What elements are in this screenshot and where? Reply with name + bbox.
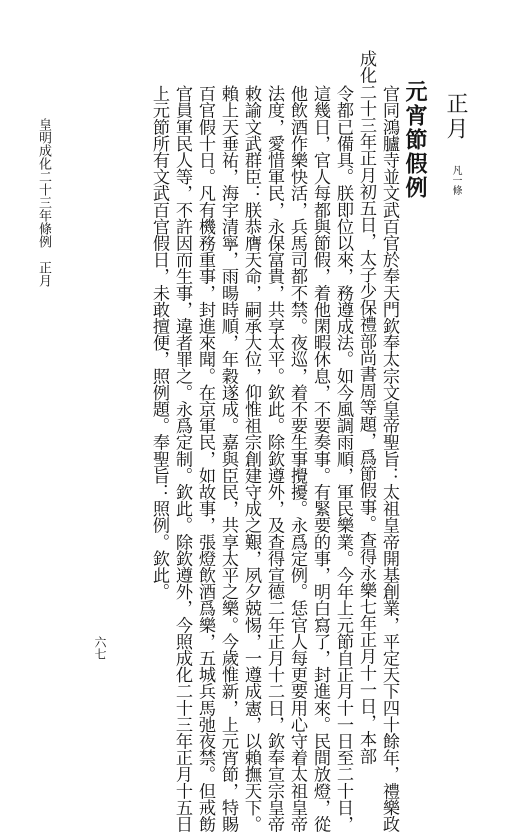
body-column-5: 他飲酒作樂快活，兵馬司都不禁。夜巡，着不要生事攪擾。永爲定例。恁官人每更要用心守着太祖皇帝 [287,85,307,832]
body-column-7: 敕諭文武群臣：朕恭膺天命，嗣承大位，仰惟祖宗創建守成之艱，夙夕兢惕，一遵成憲，以賴撫天下。 [241,85,261,832]
body-column-2: 官同鴻臚寺並文武百官於奉天門欽奉太宗文皇帝聖旨：太祖皇帝開基創業，平定天下四十餘年，禮樂政 [379,85,399,832]
chapter-heading [444,92,466,195]
item-count-note: 凡一條 [450,165,461,195]
body-column-11: 上元節所有文武百官假日，未敢擅便，照例題。奉聖旨：照例。欽此。 [149,85,169,600]
page-number: 六七 [93,636,107,660]
body-column-4: 這幾日，官人每都與節假，着他閑暇休息，不要奏事。有緊要的事，明白寫了，封進來。民間放燈，從 [310,85,330,832]
body-column-6: 法度，愛惜軍民，永保富貴，共享太平。欽此。除欽遵外，及查得宣德二年正月十二日，欽奉宣宗皇帝 [264,85,284,832]
body-column-10: 官員軍民人等，不許因而生事，違者罪之。永爲定制。欽此。除欽遵外，今照成化二十三年正月十五日 [172,85,192,832]
section-title: 元宵節假例 [402,80,428,200]
running-title: 皇明成化二十三年條例 正月 [36,118,51,287]
chapter-title: 正月 [443,92,468,142]
body-column-3: 令都已備具。朕即位以來，務遵成法。如今風調雨順，軍民樂業。今年上元節自正月十一日至二十日， [333,85,353,832]
body-column-9: 百官假十日。凡有機務重事，封進來聞。在京軍民，如故事，張燈飲酒爲樂，五城兵馬弛夜禁。但戒飭 [195,85,215,832]
body-column-1: 成化二十三年正月初五日，太子少保禮部尚書周等題，爲節假事。查得永樂七年正月十一日，本部 [356,50,376,764]
body-column-8: 賴上天垂祐，海宇清寧，雨暘時順，年穀遂成。嘉與臣民，共享太平之樂。今歲惟新，上元宵節，特賜 [218,85,238,832]
